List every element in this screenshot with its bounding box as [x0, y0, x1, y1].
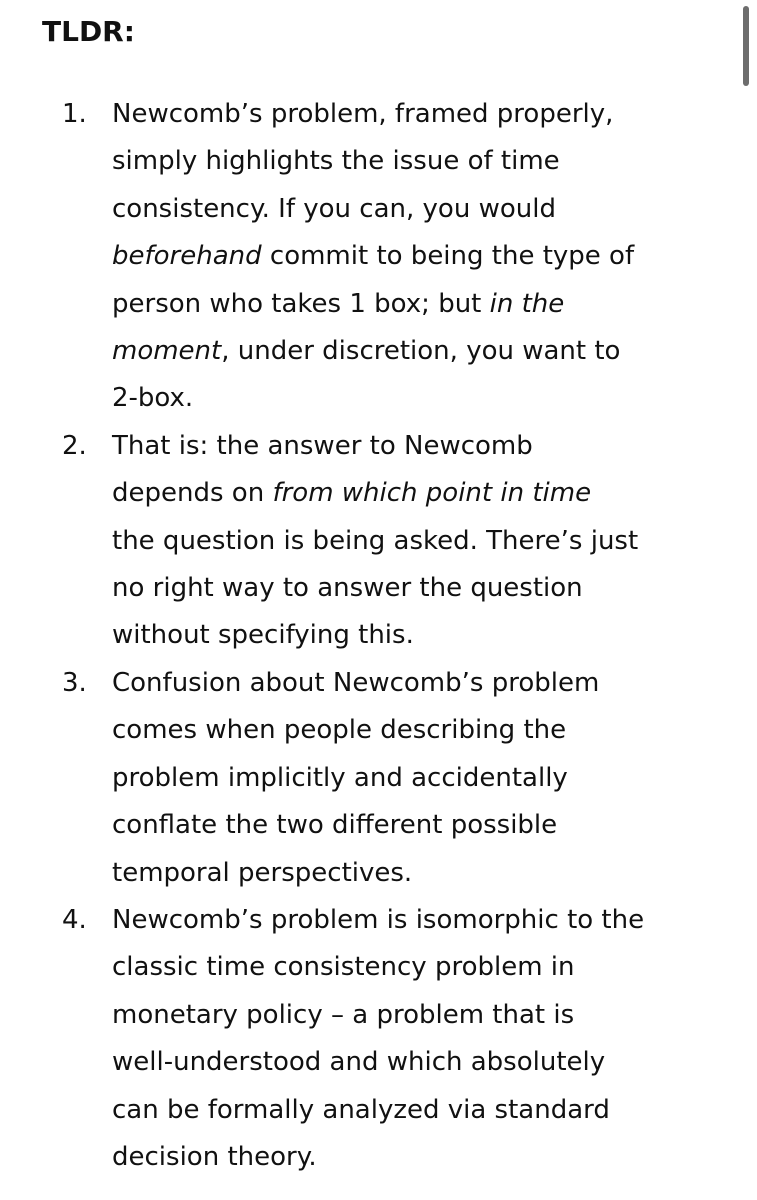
text-run: temporal perspectives.: [112, 857, 413, 888]
item-line: [112, 850, 717, 897]
item-line: [112, 660, 717, 707]
item-line: [112, 1039, 717, 1086]
item-line: [112, 423, 717, 470]
scrollbar-thumb[interactable]: [743, 6, 749, 86]
item-line: [112, 328, 717, 375]
item-line: [112, 375, 717, 422]
text-run: can be formally analyzed via standard: [112, 1094, 610, 1125]
text-run: problem implicitly and accidentally: [112, 762, 568, 793]
item-line: [112, 565, 717, 612]
item-line: [112, 186, 717, 233]
item-line: [112, 91, 717, 138]
text-run: depends on: [112, 478, 273, 509]
text-run: simply highlights the issue of time: [112, 146, 560, 177]
emphasis-text: moment: [112, 336, 222, 367]
text-run: without specifying this.: [112, 620, 414, 651]
item-line: [112, 707, 717, 754]
text-run: comes when people describing the: [112, 715, 567, 746]
item-number: 3.: [62, 667, 87, 698]
text-run: the question is being asked. There’s just: [112, 525, 639, 556]
text-run: consistency. If you can, you would: [112, 193, 556, 224]
text-run: monetary policy – a problem that is: [112, 999, 575, 1030]
item-line: [112, 802, 717, 849]
item-number: 4.: [62, 904, 87, 935]
item-line: [112, 1134, 717, 1181]
item-line: [112, 755, 717, 802]
item-line: [112, 138, 717, 185]
text-run: person who takes 1 box; but: [112, 288, 490, 319]
item-line: [112, 470, 717, 517]
text-run: decision theory.: [112, 1141, 317, 1172]
text-run: classic time consistency problem in: [112, 952, 575, 983]
item-line: [112, 612, 717, 659]
text-run: 2-box.: [112, 383, 194, 414]
text-run: That is: the answer to Newcomb: [112, 430, 533, 461]
tldr-list: [0, 91, 757, 1181]
text-run: Newcomb’s problem is isomorphic to the: [112, 904, 645, 935]
item-line: [112, 944, 717, 991]
emphasis-text: beforehand: [112, 241, 262, 272]
item-line: [112, 281, 717, 328]
item-line: [112, 992, 717, 1039]
item-line: [112, 1087, 717, 1134]
list-item: [0, 660, 757, 897]
text-run: conflate the two different possible: [112, 810, 558, 841]
item-line: [112, 233, 717, 280]
text-run: commit to being the type of: [261, 241, 635, 272]
text-run: Newcomb’s problem, framed properly,: [112, 99, 614, 129]
text-run: , under discretion, you want to: [221, 336, 621, 367]
list-item: [0, 91, 757, 423]
list-item: [0, 897, 757, 1181]
text-run: no right way to answer the question: [112, 573, 583, 604]
text-run: well-understood and which absolutely: [112, 1047, 606, 1078]
list-item: [0, 423, 757, 660]
item-line: [112, 897, 717, 944]
text-run: Confusion about Newcomb’s problem: [112, 667, 600, 698]
item-line: [112, 518, 717, 565]
tldr-heading: TLDR:: [42, 15, 135, 48]
emphasis-text: from which point in time: [272, 478, 592, 509]
item-number: 2.: [62, 430, 87, 461]
item-number: 1.: [62, 99, 87, 129]
emphasis-text: in the: [489, 288, 565, 319]
